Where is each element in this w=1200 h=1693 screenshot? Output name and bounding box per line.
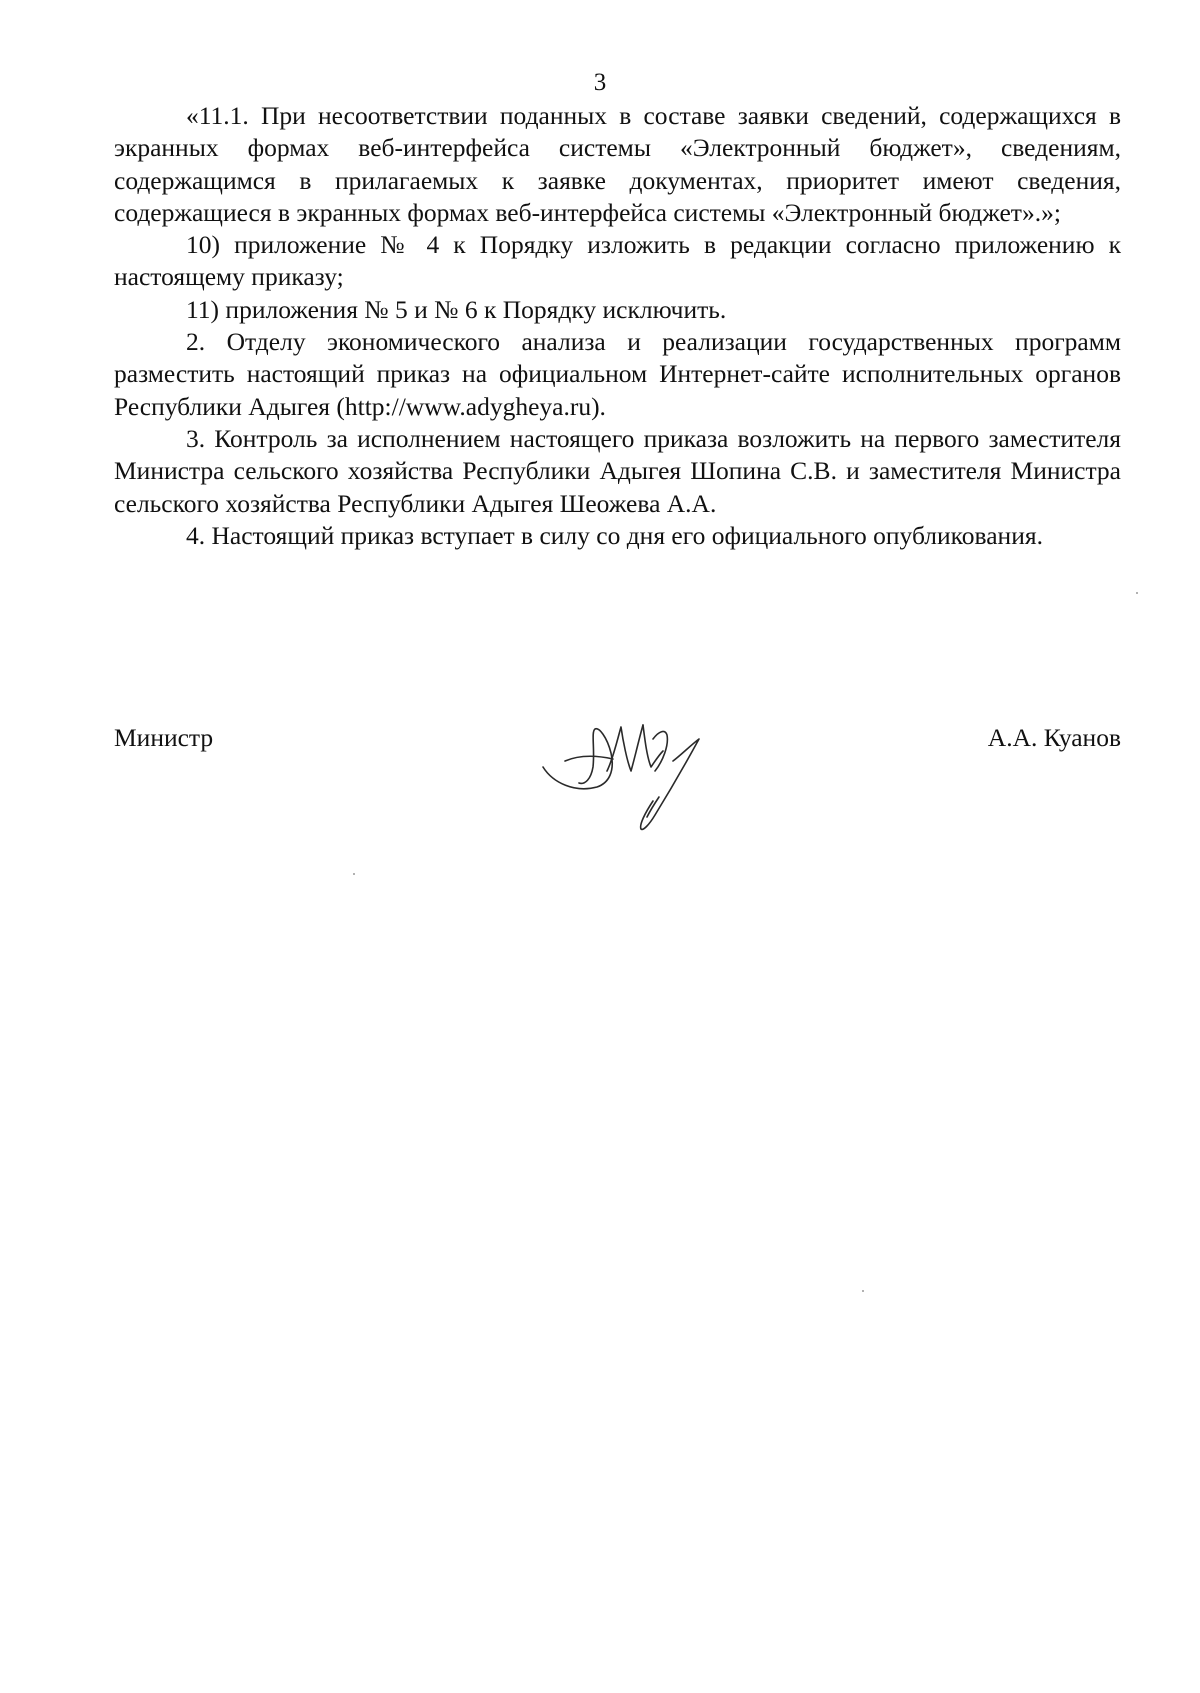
scan-speck: [1136, 592, 1138, 594]
paragraph-2: 2. Отделу экономического анализа и реализации государственных программ разместить настоящий приказ на официальном Интернет-сайте исполнительных органов Республики Адыгея (http://www.adygheya.ru).: [114, 327, 1121, 421]
handwritten-signature-icon: [535, 705, 725, 835]
scan-speck: [862, 1290, 864, 1292]
signatory-name: А.А. Куанов: [987, 723, 1121, 752]
paragraph-item-10: 10) приложение № 4 к Порядку изложить в редакции согласно приложению к настоящему приказу;: [114, 230, 1121, 292]
document-body: [114, 100, 1121, 552]
paragraph-11-1: «11.1. При несоответствии поданных в составе заявки сведений, содержащихся в экранных формах веб-интерфейса системы «Электронный бюджет», сведениям, содержащимся в прилагаемых к заявке документах, приоритет имеют сведения, содержащиеся в экранных формах веб-интерфейса системы «Электронный бюджет».»;: [114, 101, 1121, 227]
signatory-title: Министр: [114, 723, 214, 752]
page-number: 3: [593, 69, 607, 96]
paragraph-3: 3. Контроль за исполнением настоящего приказа возложить на первого заместителя Министра сельского хозяйства Республики Адыгея Шопина С.В. и заместителя Министра сельского хозяйства Республики Адыгея Шеожева А.А.: [114, 423, 1121, 518]
scan-speck: [353, 873, 355, 875]
paragraph-item-11: 11) приложения № 5 и № 6 к Порядку исключить.: [186, 294, 727, 324]
paragraph-4: 4. Настоящий приказ вступает в силу со дня его официального опубликования.: [186, 520, 1043, 550]
